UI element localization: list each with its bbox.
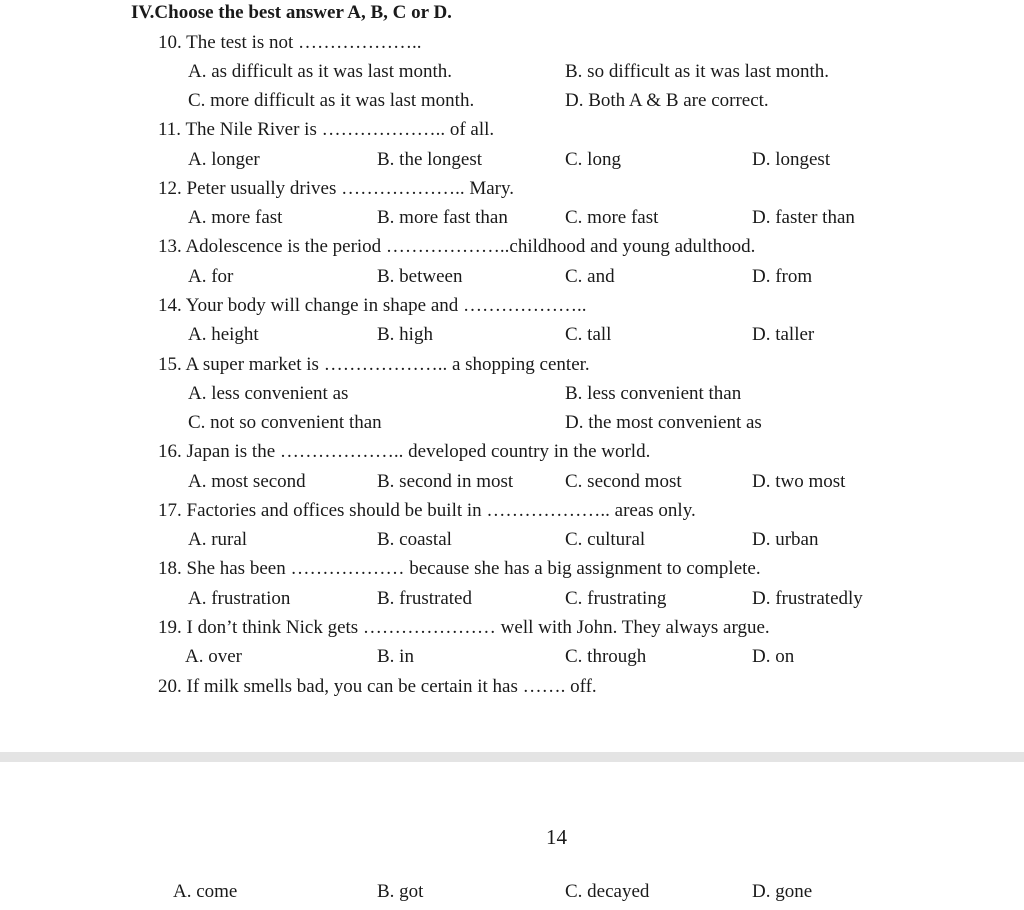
question-20: 20. If milk smells bad, you can be certain it has ……. off. <box>158 676 597 697</box>
q17-option-c[interactable]: C. cultural <box>565 529 646 550</box>
q10-option-a[interactable]: A. as difficult as it was last month. <box>188 61 453 82</box>
q16-option-d[interactable]: D. two most <box>752 471 846 492</box>
q14-option-b[interactable]: B. high <box>377 324 433 345</box>
question-16: 16. Japan is the ……………….. developed country in the world. <box>158 441 651 462</box>
q13-option-a[interactable]: A. for <box>188 266 234 287</box>
q16-option-c[interactable]: C. second most <box>565 471 682 492</box>
question-19: 19. I don’t think Nick gets ………………… well with John. They always argue. <box>158 617 770 638</box>
page-number: 14 <box>546 825 567 849</box>
q14-option-a[interactable]: A. height <box>188 324 259 345</box>
q15-option-c[interactable]: C. not so convenient than <box>188 412 382 433</box>
q16-option-b[interactable]: B. second in most <box>377 471 514 492</box>
q13-option-c[interactable]: C. and <box>565 266 615 287</box>
q15-option-d[interactable]: D. the most convenient as <box>565 412 762 433</box>
q19-option-a[interactable]: A. over <box>185 646 242 667</box>
q17-option-d[interactable]: D. urban <box>752 529 819 550</box>
q10-option-d[interactable]: D. Both A & B are correct. <box>565 90 769 111</box>
q20-option-c[interactable]: C. decayed <box>565 881 650 902</box>
q13-option-b[interactable]: B. between <box>377 266 463 287</box>
q11-option-c[interactable]: C. long <box>565 149 621 170</box>
q19-option-d[interactable]: D. on <box>752 646 795 667</box>
q19-option-b[interactable]: B. in <box>377 646 414 667</box>
question-10: 10. The test is not ……………….. <box>158 32 422 53</box>
q10-option-b[interactable]: B. so difficult as it was last month. <box>565 61 830 82</box>
question-14: 14. Your body will change in shape and ……………….. <box>158 295 587 316</box>
q18-option-a[interactable]: A. frustration <box>188 588 291 609</box>
q11-option-d[interactable]: D. longest <box>752 149 831 170</box>
q17-option-a[interactable]: A. rural <box>188 529 248 550</box>
question-17: 17. Factories and offices should be built in ……………….. areas only. <box>158 500 696 521</box>
q18-option-d[interactable]: D. frustratedly <box>752 588 863 609</box>
q13-option-d[interactable]: D. from <box>752 266 813 287</box>
q11-option-a[interactable]: A. longer <box>188 149 260 170</box>
q15-option-a[interactable]: A. less convenient as <box>188 383 349 404</box>
q20-option-b[interactable]: B. got <box>377 881 424 902</box>
q14-option-c[interactable]: C. tall <box>565 324 612 345</box>
question-11: 11. The Nile River is ……………….. of all. <box>158 119 495 140</box>
q18-option-c[interactable]: C. frustrating <box>565 588 667 609</box>
q19-option-c[interactable]: C. through <box>565 646 647 667</box>
question-18: 18. She has been ……………… because she has a big assignment to complete. <box>158 558 761 579</box>
question-13: 13. Adolescence is the period ………………..childhood and young adulthood. <box>158 236 756 257</box>
q14-option-d[interactable]: D. taller <box>752 324 815 345</box>
q12-option-a[interactable]: A. more fast <box>188 207 283 228</box>
q20-option-d[interactable]: D. gone <box>752 881 813 902</box>
page-break <box>0 752 1024 762</box>
q10-option-c[interactable]: C. more difficult as it was last month. <box>188 90 475 111</box>
q15-option-b[interactable]: B. less convenient than <box>565 383 742 404</box>
q20-option-a[interactable]: A. come <box>173 881 238 902</box>
q11-option-b[interactable]: B. the longest <box>377 149 483 170</box>
q18-option-b[interactable]: B. frustrated <box>377 588 472 609</box>
question-15: 15. A super market is ……………….. a shopping center. <box>158 354 590 375</box>
q12-option-b[interactable]: B. more fast than <box>377 207 508 228</box>
q12-option-d[interactable]: D. faster than <box>752 207 855 228</box>
q12-option-c[interactable]: C. more fast <box>565 207 659 228</box>
q17-option-b[interactable]: B. coastal <box>377 529 452 550</box>
question-12: 12. Peter usually drives ……………….. Mary. <box>158 178 515 199</box>
q16-option-a[interactable]: A. most second <box>188 471 306 492</box>
section-title: IV.Choose the best answer A, B, C or D. <box>131 2 452 23</box>
